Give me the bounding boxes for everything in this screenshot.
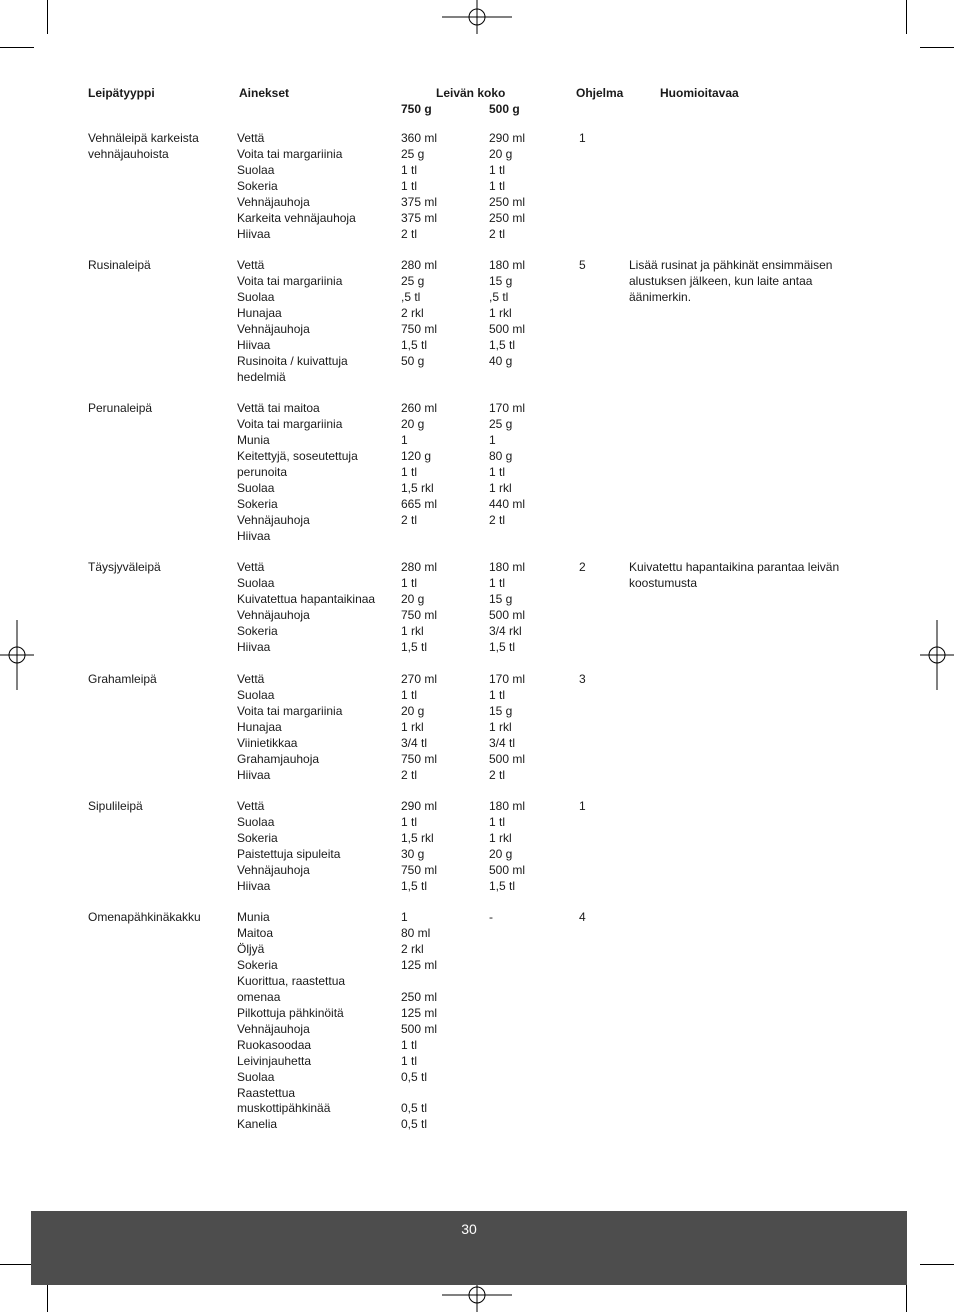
amount-750g: 1 rkl	[401, 719, 424, 734]
ingredient-name: Sokeria	[237, 496, 278, 511]
note-text: äänimerkin.	[629, 289, 692, 304]
amount-500g: 500 ml	[489, 862, 526, 877]
amount-750g: 25 g	[401, 146, 425, 161]
ingredient-name: Sokeria	[237, 178, 278, 193]
amount-500g: 500 ml	[489, 751, 526, 766]
bread-type-name: Grahamleipä	[88, 672, 157, 686]
bread-type-name: Omenapähkinäkakku	[88, 910, 201, 924]
amount-500g: 180 ml	[489, 258, 526, 272]
amount-750g: 120 g	[401, 448, 432, 463]
amount-750g: 50 g	[401, 353, 425, 368]
amount-500g: 180 ml	[489, 560, 526, 574]
header-size-500: 500 g	[489, 102, 520, 116]
amount-500g: 80 g	[489, 448, 513, 463]
ingredient-name: Suolaa	[237, 1069, 275, 1084]
amount-750g: 1,5 rkl	[401, 480, 434, 495]
amount-750g: 360 ml	[401, 131, 438, 145]
ingredient-name: Suolaa	[237, 576, 275, 590]
registration-mark-right	[920, 620, 954, 690]
ingredient-name: Karkeita vehnäjauhoja	[237, 210, 356, 225]
program-number: 4	[579, 910, 586, 924]
program-number: 1	[579, 131, 586, 145]
ingredient-name: Hiivaa	[237, 528, 271, 543]
bread-type-name: Perunaleipä	[88, 401, 153, 415]
ingredient-name: Paistettuja sipuleita	[237, 846, 341, 861]
amount-750g: 2 tl	[401, 512, 418, 527]
amount-500g: 20 g	[489, 146, 513, 161]
ingredient-name: Kuivatettua hapantaikinaa	[237, 591, 376, 606]
amount-750g: 280 ml	[401, 258, 438, 272]
bread-type-name: Vehnäleipä karkeista	[88, 131, 199, 145]
amount-750g: 750 ml	[401, 751, 438, 766]
ingredient-name: Viinietikkaa	[237, 735, 298, 750]
amount-500g: 2 tl	[489, 226, 506, 241]
amount-750g: 270 ml	[401, 672, 438, 686]
amount-750g: 2 rkl	[401, 305, 424, 320]
ingredient-name: Suolaa	[237, 162, 275, 177]
amount-500g: 15 g	[489, 591, 513, 606]
bread-type-name: Sipulileipä	[88, 799, 143, 813]
amount-750g: 2 tl	[401, 767, 418, 782]
amount-500g: 15 g	[489, 703, 513, 718]
amount-500g: 1 rkl	[489, 480, 512, 495]
amount-750g: 2 tl	[401, 226, 418, 241]
amount-750g: 125 ml	[401, 957, 438, 972]
amount-750g: 0,5 tl	[401, 1117, 428, 1132]
amount-750g: 260 ml	[401, 401, 438, 415]
header-ingredients: Ainekset	[239, 86, 290, 100]
amount-500g: 1 tl	[489, 178, 506, 193]
ingredient-name: Hiivaa	[237, 767, 271, 782]
amount-750g: 750 ml	[401, 321, 438, 336]
header-notes: Huomioitavaa	[660, 86, 739, 100]
page-footer	[31, 1211, 907, 1285]
header-loaf-size: Leivän koko	[436, 86, 506, 100]
ingredient-name: Vettä tai maitoa	[237, 401, 320, 415]
ingredient-name: Vehnäjauhoja	[237, 321, 310, 336]
amount-500g: 25 g	[489, 416, 513, 431]
amount-750g: 1	[401, 432, 408, 447]
ingredient-name: Vehnäjauhoja	[237, 1021, 310, 1036]
registration-mark-left	[0, 620, 34, 690]
amount-750g: 250 ml	[401, 989, 438, 1004]
ingredient-name: Maitoa	[237, 926, 274, 940]
amount-500g: 1 rkl	[489, 719, 512, 734]
ingredient-name: Vettä	[237, 560, 265, 574]
ingredient-name: Suolaa	[237, 815, 275, 829]
header-bread-type: Leipätyyppi	[88, 86, 155, 100]
amount-750g: 1 tl	[401, 815, 418, 829]
amount-750g: 1 tl	[401, 1037, 418, 1052]
amount-750g: 1 tl	[401, 688, 418, 702]
amount-750g: 290 ml	[401, 799, 438, 813]
amount-500g: 3/4 tl	[489, 735, 516, 750]
note-text: koostumusta	[629, 576, 698, 590]
note-text: Kuivatettu hapantaikina parantaa leivän	[629, 560, 840, 574]
ingredient-name: Suolaa	[237, 688, 275, 702]
amount-750g: 1 tl	[401, 576, 418, 590]
amount-750g: 30 g	[401, 846, 425, 861]
amount-500g: 1 tl	[489, 688, 506, 702]
program-number: 5	[579, 258, 586, 272]
page-number: 30	[461, 1221, 477, 1237]
ingredient-name: Munia	[237, 432, 270, 447]
ingredient-name: Pilkottuja pähkinöitä	[237, 1005, 344, 1020]
amount-750g: 20 g	[401, 416, 425, 431]
ingredient-name: omenaa	[237, 989, 281, 1004]
ingredient-name: Voita tai margariinia	[237, 703, 343, 718]
ingredient-name: Sokeria	[237, 957, 278, 972]
ingredient-name: Rusinoita / kuivattuja	[237, 353, 348, 368]
amount-750g: 20 g	[401, 703, 425, 718]
amount-750g: 0,5 tl	[401, 1101, 428, 1116]
ingredient-name: Vettä	[237, 672, 265, 686]
amount-750g: 0,5 tl	[401, 1069, 428, 1084]
amount-750g: 1,5 rkl	[401, 830, 434, 845]
ingredient-name: Hiivaa	[237, 878, 271, 893]
ingredient-name: hedelmiä	[237, 369, 286, 384]
ingredient-name: muskottipähkinää	[237, 1101, 331, 1116]
amount-500g: 1 tl	[489, 464, 506, 479]
amount-750g: 20 g	[401, 591, 425, 606]
note-text: Lisää rusinat ja pähkinät ensimmäisen	[629, 258, 833, 272]
amount-500g: 2 tl	[489, 512, 506, 527]
amount-500g: 2 tl	[489, 767, 506, 782]
amount-500g: 170 ml	[489, 401, 526, 415]
ingredient-name: Kuorittua, raastettua	[237, 973, 346, 988]
bread-type-name: Rusinaleipä	[88, 258, 151, 272]
amount-500g: ,5 tl	[489, 289, 509, 304]
amount-500g: 3/4 rkl	[489, 623, 522, 638]
amount-750g: 750 ml	[401, 607, 438, 622]
ingredient-name: Suolaa	[237, 289, 275, 304]
amount-500g: 15 g	[489, 273, 513, 288]
amount-500g: 500 ml	[489, 321, 526, 336]
amount-750g: 1,5 tl	[401, 639, 428, 654]
amount-750g: 375 ml	[401, 194, 438, 209]
amount-750g: 1 rkl	[401, 623, 424, 638]
amount-500g: 1	[489, 432, 496, 447]
amount-750g: 500 ml	[401, 1021, 438, 1036]
program-number: 1	[579, 799, 586, 813]
ingredient-name: perunoita	[237, 464, 288, 479]
amount-500g: 1 tl	[489, 815, 506, 829]
amount-500g: 1,5 tl	[489, 878, 516, 893]
amount-750g: 3/4 tl	[401, 735, 428, 750]
amount-500g: 500 ml	[489, 607, 526, 622]
amount-500g: 290 ml	[489, 131, 526, 145]
amount-500g: 250 ml	[489, 194, 526, 209]
amount-750g: 125 ml	[401, 1005, 438, 1020]
amount-750g: 80 ml	[401, 926, 431, 940]
registration-mark-top	[442, 0, 512, 34]
amount-500g: 1 rkl	[489, 830, 512, 845]
amount-750g: 1,5 tl	[401, 337, 428, 352]
amount-500g: 250 ml	[489, 210, 526, 225]
program-number: 2	[579, 560, 586, 574]
amount-500g: 1 rkl	[489, 305, 512, 320]
amount-750g: 25 g	[401, 273, 425, 288]
ingredient-name: Hunajaa	[237, 305, 282, 320]
ingredient-name: Sokeria	[237, 623, 278, 638]
amount-750g: 1 tl	[401, 162, 418, 177]
amount-750g: 375 ml	[401, 210, 438, 225]
header-size-750: 750 g	[401, 102, 432, 116]
ingredient-name: Kanelia	[237, 1117, 278, 1132]
ingredient-name: Ruokasoodaa	[237, 1037, 312, 1052]
amount-500g: 170 ml	[489, 672, 526, 686]
bread-type-name: vehnäjauhoista	[88, 146, 169, 161]
ingredient-name: Vettä	[237, 131, 265, 145]
amount-750g: 750 ml	[401, 862, 438, 877]
ingredient-name: Munia	[237, 910, 270, 924]
program-number: 3	[579, 672, 586, 686]
ingredient-name: Voita tai margariinia	[237, 273, 343, 288]
amount-500g: 1 tl	[489, 162, 506, 177]
ingredient-name: Grahamjauhoja	[237, 751, 320, 766]
note-text: alustuksen jälkeen, kun laite antaa	[629, 273, 813, 288]
amount-500g: 440 ml	[489, 496, 526, 511]
ingredient-name: Leivinjauhetta	[237, 1053, 312, 1068]
amount-750g: 665 ml	[401, 496, 438, 511]
ingredient-name: Öljyä	[237, 941, 265, 956]
amount-500g: -	[489, 910, 493, 924]
amount-500g: 1,5 tl	[489, 337, 516, 352]
header-program: Ohjelma	[576, 86, 624, 100]
amount-750g: ,5 tl	[401, 289, 421, 304]
ingredient-name: Hiivaa	[237, 226, 271, 241]
ingredient-name: Sokeria	[237, 830, 278, 845]
amount-750g: 1 tl	[401, 1053, 418, 1068]
ingredient-name: Vettä	[237, 258, 265, 272]
ingredient-name: Vehnäjauhoja	[237, 512, 310, 527]
ingredient-name: Voita tai margariinia	[237, 416, 343, 431]
ingredient-name: Vehnäjauhoja	[237, 194, 310, 209]
amount-500g: 1,5 tl	[489, 639, 516, 654]
amount-750g: 1,5 tl	[401, 878, 428, 893]
ingredient-name: Vettä	[237, 799, 265, 813]
ingredient-name: Keitettyjä, soseutettuja	[237, 448, 358, 463]
amount-500g: 1 tl	[489, 576, 506, 590]
ingredient-name: Raastettua	[237, 1085, 296, 1100]
ingredient-name: Vehnäjauhoja	[237, 862, 310, 877]
amount-750g: 1	[401, 910, 408, 924]
ingredient-name: Hiivaa	[237, 639, 271, 654]
amount-500g: 40 g	[489, 353, 513, 368]
bread-type-name: Täysjyväleipä	[88, 560, 161, 574]
amount-750g: 280 ml	[401, 560, 438, 574]
ingredient-name: Vehnäjauhoja	[237, 607, 310, 622]
amount-500g: 180 ml	[489, 799, 526, 813]
ingredient-name: Hiivaa	[237, 337, 271, 352]
ingredient-name: Voita tai margariinia	[237, 146, 343, 161]
amount-750g: 1 tl	[401, 178, 418, 193]
ingredient-name: Hunajaa	[237, 719, 282, 734]
ingredient-name: Suolaa	[237, 480, 275, 495]
amount-750g: 1 tl	[401, 464, 418, 479]
amount-750g: 2 rkl	[401, 941, 424, 956]
amount-500g: 20 g	[489, 846, 513, 861]
